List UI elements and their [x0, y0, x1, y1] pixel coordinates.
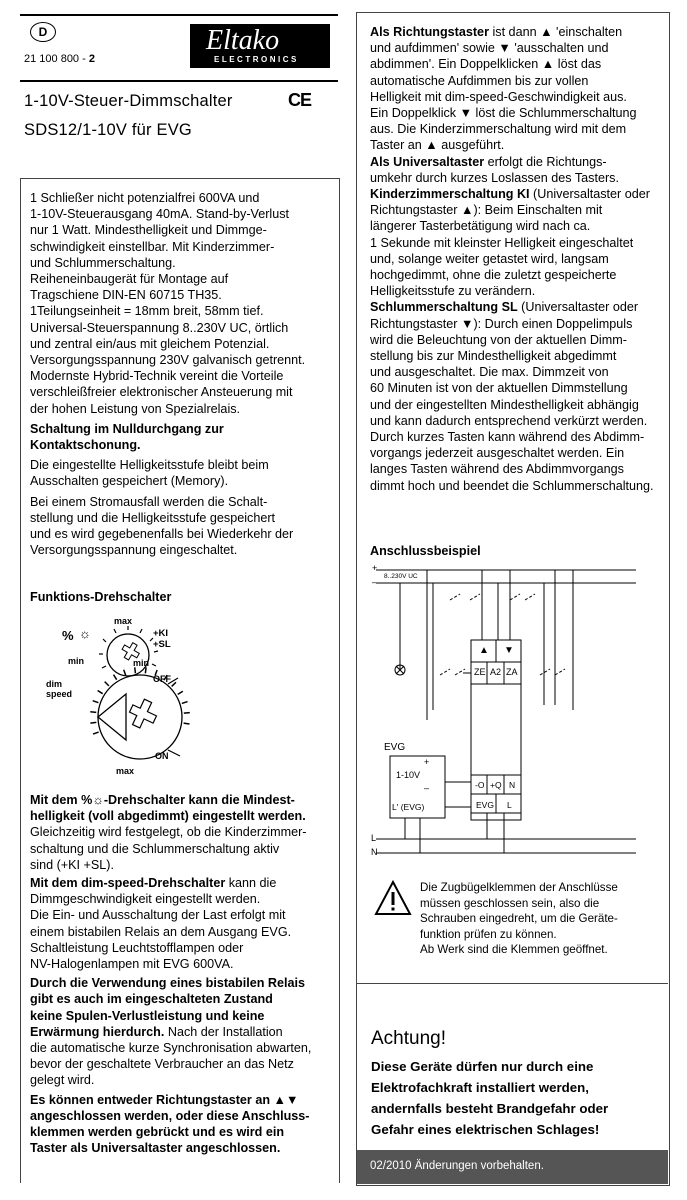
eltako-logo — [190, 24, 330, 68]
dial-tick — [105, 682, 109, 686]
min-brightness-dial — [99, 626, 158, 676]
language-badge: D — [30, 22, 56, 42]
wiring-diagram — [360, 560, 670, 870]
logo-subtitle: ELECTRONICS — [214, 55, 299, 64]
direction-line: Taster an ▲ ausgeführt. — [370, 138, 505, 153]
mounting-line: Reiheneinbaugerät für Montage auf — [30, 272, 229, 287]
universal-line: umkehr durch kurzes Loslassen des Tasters. — [370, 170, 619, 185]
right-text — [370, 24, 666, 494]
child-room-line: und, solange weiter getastet wird, langsam — [370, 251, 609, 266]
min-brightness-line: Gleichzeitig wird festgelegt, ob die Kinderzimmer- — [30, 825, 307, 840]
snooze-line: und der eingestellten Mindesthelligkeit abhängig — [370, 397, 639, 412]
evg-label: EVG — [384, 742, 406, 753]
evg-range-label: 1-10V — [396, 770, 421, 780]
dim-label: dim — [46, 679, 63, 689]
dial-min-left-label: min — [68, 656, 85, 666]
paragraph-dim-speed-cont — [30, 891, 334, 907]
paragraph-contacts — [30, 190, 334, 271]
snooze-line: vorgangs jederzeit ausgeschaltet werden. Ein — [370, 446, 625, 461]
a2-terminal: A2 — [490, 667, 502, 677]
direction-line: aus. Die Kinderzimmerschaltung wird mit dem — [370, 122, 627, 137]
paragraph-min-brightness — [30, 824, 334, 873]
pushbuttons-line: angeschlossen werden, oder diese Anschluss- — [30, 1108, 310, 1123]
snooze-line: und kann dadurch entsprechend verkürzt werden. — [370, 413, 648, 428]
dial-tick — [172, 682, 176, 686]
direction-line: automatische Aufdimmen bis zur vollen — [370, 73, 589, 88]
relay-line: einem bistabilen Relais an dem Ausgang EVG. — [30, 924, 292, 939]
snooze-line: und ausgeschaltet. Die max. Dimmzeit von — [370, 365, 609, 380]
snooze-text: Schlummerschaltung SL (Universaltaster oder Richtungstaster ▼): Durch einen Doppelimpuls wird die Beleuchtung von der aktuellen Dimm- stellung bis zur Mindesthelligkeit abgedimmt und ausgeschaltet. Die max. Dimmzeit von 60 Minuten ist von der aktuellen Dimmstellung und der eingestellten Mindesthelligkeit abhängig und kann dadurch entsprechend verkürzt werden. Durch kurzes Tasten kann während des Abdimm- vorgangs jederzeit ausgeschaltet werden. Ein langes Tasten während des Abdimmvorgangs dimmt hoch und beendet die Schlummerschaltung. — [370, 299, 666, 493]
relay-line: Schaltleistung Leuchtstofflampen oder — [30, 940, 244, 955]
child-room-line: Helligkeitsstufe zu verändern. — [370, 284, 536, 299]
connection-example-heading: Anschlussbeispiel — [370, 544, 481, 558]
snooze-line: dimmt hoch und beendet die Schlummerschaltung. — [370, 478, 654, 493]
paragraph-mounting — [30, 271, 334, 320]
dial-tick — [90, 712, 96, 713]
kl-label: +KI — [153, 628, 169, 639]
paragraph-bistable-bold — [30, 975, 334, 1024]
up-terminal-symbol: ▲ — [479, 645, 489, 656]
contacts-line: und Schlummerschaltung. — [30, 255, 176, 270]
footer-text: 02/2010 Änderungen vorbehalten. — [370, 1160, 544, 1172]
direction-pushbutton-text: Als Richtungstaster ist dann ▲ 'einschalten und aufdimmen' sowie ▼ 'ausschalten und abdimmen'. Ein Doppelklicken ▲ löst das automatische Aufdimmen bis zur vollen Helligkeit mit dim-speed-Geschwindigkeit aus. Ein Doppelklick ▼ löst die Schlummerschaltung aus. Die Kinderzimmerschaltung wird mit dem Taster an ▲ ausgeführt. — [370, 24, 666, 154]
plus-rail-label: + — [372, 563, 378, 573]
snooze-line: Durch kurzes Tasten kann während des Abdimm- — [370, 430, 645, 445]
child-room-text: Kinderzimmerschaltung KI (Universaltaster oder Richtungstaster ▲): Beim Einschalten mit längerer Tasterbetätigung wird nach ca. 1 Sekunde mit kleinster Helligkeit eingeschaltet und, solange weiter getastet wird, langsam hochgedimmt, ohne die zuletzt gespeicherte Helligkeitsstufe zu verändern. — [370, 186, 666, 299]
mounting-line: Tragschiene DIN-EN 60715 TH35. — [30, 288, 222, 303]
power-failure-line: stellung und die Helligkeitsstufe gespeichert — [30, 510, 276, 525]
direction-line: abdimmen'. Ein Doppelklicken ▲ löst das — [370, 57, 602, 72]
dial-tick — [124, 670, 126, 676]
child-room-line: hochgedimmt, ohne die zuletzt gespeicherte — [370, 268, 617, 283]
dial-max-top-label: max — [114, 616, 133, 626]
warning-line: Ab Werk sind die Klemmen geöffnet. — [420, 943, 608, 957]
snooze-line: langes Tasten während des Abdimmvorgangs — [370, 462, 624, 477]
contacts-line: nur 1 Watt. Mindesthelligkeit und Dimmge- — [30, 223, 267, 238]
achtung-text — [371, 1056, 667, 1140]
dial-tick — [184, 723, 190, 724]
achtung-line: Gefahr eines elektrischen Schlages! — [371, 1122, 600, 1137]
control-voltage-label: 8..230V UC — [384, 573, 418, 580]
evg-terminal: EVG — [476, 800, 494, 810]
voltage-line: Universal-Steuerspannung 8..230V UC, örtlich — [30, 320, 289, 335]
dial-min-right-label: min — [133, 658, 150, 668]
minus-rail-label: – — [372, 577, 378, 587]
voltage-line: und zentral ein/aus mit gleichem Potenzial. — [30, 336, 270, 351]
relay-line: NV-Halogenlampen mit EVG 600VA. — [30, 957, 234, 972]
warning-line: funktion prüfen zu können. — [420, 927, 557, 941]
dial-max-bottom-label: max — [116, 766, 135, 776]
l-terminal: L — [507, 800, 512, 810]
paragraph-bistable — [30, 1040, 334, 1089]
universal-pushbutton-text: Als Universaltaster erfolgt die Richtungs- umkehr durch kurzes Loslassen des Tasters. — [370, 154, 666, 186]
sl-label: +SL — [153, 639, 171, 650]
left-settings-text — [30, 792, 334, 1156]
n-terminal: N — [509, 780, 516, 790]
min-brightness-bold-line: helligkeit (voll abgedimmt) eingestellt werden. — [30, 809, 306, 824]
plus-output-terminal: +Q — [490, 780, 502, 790]
article-number: 21 100 800 - 2 — [24, 53, 95, 65]
logo-name: Eltako — [206, 25, 280, 56]
bistable-bold-line: keine Spulen-Verlustleistung und keine — [30, 1008, 265, 1023]
dial-tick — [114, 675, 117, 680]
relay-line: Die Ein- und Ausschaltung der Last erfolgt mit — [30, 908, 286, 923]
warning-text — [420, 880, 660, 958]
power-failure-line: und es wird gegebenenfalls bei Wiederkehr der — [30, 527, 294, 542]
contacts-line: schwindigkeit einstellbar. Mit Kinderzimmer- — [30, 239, 275, 254]
l-evg-label: L' (EVG) — [392, 802, 425, 812]
n-rail-label: N — [371, 847, 378, 857]
warning-line: Schrauben eingedreht, um die Geräte- — [420, 912, 618, 926]
zero-crossing-line: Kontaktschonung. — [30, 438, 141, 453]
voltage-line: der hohen Leistung von Spezialrelais. — [30, 401, 241, 416]
contacts-line: 1 Schließer nicht potenzialfrei 600VA und — [30, 191, 260, 205]
dial-tick — [98, 691, 103, 694]
percent-symbol: % — [62, 628, 74, 643]
paragraph-voltage — [30, 320, 334, 417]
contacts-line: 1-10V-Steuerausgang 40mA. Stand-by-Verlust — [30, 207, 290, 222]
off-label: OFF — [153, 674, 171, 684]
paragraph-relay — [30, 907, 334, 972]
dial-tick — [135, 667, 136, 673]
warning-line: müssen geschlossen sein, also die — [420, 896, 600, 910]
paragraph-zero-crossing — [30, 421, 334, 453]
product-subtitle: SDS12/1-10V für EVG — [24, 121, 192, 139]
min-brightness-line: sind (+KI +SL). — [30, 857, 114, 872]
bistable-line: die automatische kurze Synchronisation abwarten, — [30, 1041, 312, 1056]
l-rail-label: L — [371, 833, 377, 843]
speed-label: speed — [46, 689, 73, 699]
warning-icon — [374, 880, 412, 916]
paragraph-bistable-line: Erwärmung hierdurch. Nach der Installation — [30, 1024, 283, 1039]
power-failure-line: Versorgungsspannung eingeschaltet. — [30, 543, 238, 558]
paragraph-dim-speed: Mit dem dim-speed-Drehschalter kann die — [30, 876, 277, 891]
dial-tick — [93, 732, 99, 734]
bistable-bold-line: gibt es auch im eingeschalteten Zustand — [30, 992, 273, 1007]
voltage-line: Modernste Hybrid-Technik vereint die Vorteile — [30, 369, 284, 384]
evg-minus-label: – — [424, 783, 430, 793]
paragraph-min-brightness-bold — [30, 792, 334, 824]
min-brightness-line: schaltung und die Schlummerschaltung aktiv — [30, 841, 280, 856]
brightness-icon: ☼ — [79, 626, 91, 641]
direction-line: Helligkeit mit dim-speed-Geschwindigkeit aus. — [370, 89, 627, 104]
memory-line: Die eingestellte Helligkeitsstufe bleibt beim — [30, 458, 269, 473]
min-brightness-bold-line: Mit dem %☼-Drehschalter kann die Mindest- — [30, 793, 295, 807]
mounting-line: 1Teilungseinheit = 18mm breit, 58mm tief. — [30, 304, 264, 319]
voltage-line: verschleißfreier elektronischer Ansteuerung mit — [30, 385, 293, 400]
achtung-heading: Achtung! — [371, 1028, 446, 1049]
child-room-line: Richtungstaster ▲): Beim Einschalten mit — [370, 203, 603, 218]
ce-mark: CE — [288, 90, 312, 110]
paragraph-pushbuttons — [30, 1092, 334, 1157]
snooze-line: 60 Minuten ist von der aktuellen Dimmstellung — [370, 381, 628, 396]
paragraph-power-failure — [30, 494, 334, 559]
bistable-line: bevor der geschaltete Verbraucher an das Netz — [30, 1057, 294, 1072]
dim-speed-dial — [90, 667, 190, 759]
zero-crossing-line: Schaltung im Nulldurchgang zur — [30, 421, 224, 436]
dim-speed-line: Dimmgeschwindigkeit eingestellt werden. — [30, 892, 261, 907]
voltage-line: Versorgungsspannung 230V galvanisch getrennt. — [30, 353, 306, 368]
divider — [357, 983, 668, 984]
evg-plus-label: + — [424, 757, 430, 767]
achtung-line: andernfalls besteht Brandgefahr oder — [371, 1101, 609, 1116]
memory-line: Ausschalten gespeichert (Memory). — [30, 474, 229, 489]
child-room-line: 1 Sekunde mit kleinster Helligkeit eingeschaltet — [370, 235, 634, 250]
on-label: ON — [155, 751, 169, 761]
direction-line: und aufdimmen' sowie ▼ 'ausschalten und — [370, 41, 609, 56]
product-title: 1-10V-Steuer-Dimmschalter — [24, 92, 233, 110]
function-switch-heading: Funktions-Drehschalter — [30, 590, 172, 604]
bistable-line: gelegt wird. — [30, 1073, 95, 1088]
dial-tick — [145, 667, 146, 673]
achtung-line: Elektrofachkraft installiert werden, — [371, 1080, 589, 1095]
snooze-line: Richtungstaster ▼): Durch einen Doppelimpuls — [370, 316, 633, 331]
pushbuttons-line: klemmen werden gebrückt und es wird ein — [30, 1125, 285, 1140]
child-room-line: längerer Tasterbetätigung wird nach ca. — [370, 219, 591, 234]
pushbuttons-line: Es können entweder Richtungstaster an ▲▼ — [30, 1092, 299, 1107]
power-failure-line: Bei einem Stromausfall werden die Schalt- — [30, 494, 268, 509]
ze-terminal: ZE — [474, 667, 486, 677]
snooze-line: stellung bis zur Mindesthelligkeit abgedimmt — [370, 349, 617, 364]
direction-line: Ein Doppelklick ▼ löst die Schlummerschaltung — [370, 106, 637, 121]
dial-tick — [182, 702, 188, 704]
left-intro — [30, 190, 334, 558]
down-terminal-symbol: ▼ — [504, 645, 514, 656]
achtung-line: Diese Geräte dürfen nur durch eine — [371, 1059, 594, 1074]
dial-tick — [90, 722, 96, 723]
paragraph-memory — [30, 457, 334, 489]
snooze-line: wird die Beleuchtung von der aktuellen Dimm- — [370, 332, 627, 347]
pushbuttons-line: Taster als Universaltaster angeschlossen. — [30, 1141, 281, 1156]
dial-tick — [178, 691, 183, 694]
minus-output-terminal: -O — [475, 780, 485, 790]
dial-tick — [184, 713, 190, 714]
dial-tick — [93, 701, 99, 703]
warning-line: Die Zugbügelklemmen der Anschlüsse — [420, 881, 618, 894]
za-terminal: ZA — [506, 667, 518, 677]
bistable-bold-line: Durch die Verwendung eines bistabilen Relais — [30, 976, 306, 991]
